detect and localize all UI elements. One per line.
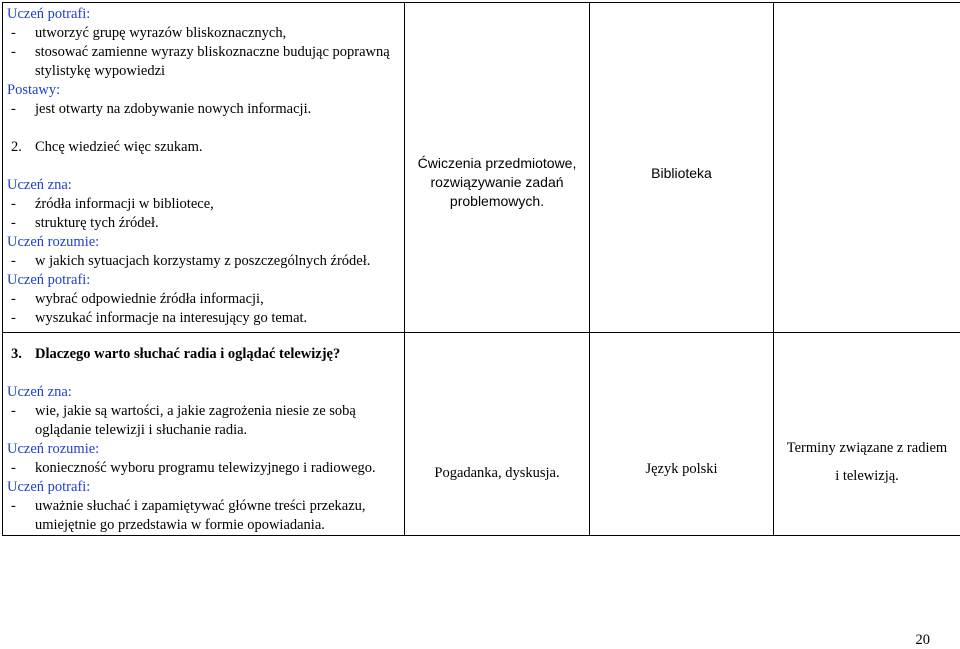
integration-cell: Biblioteka (590, 3, 774, 333)
section-label: Uczeń rozumie: (7, 441, 100, 457)
integration-cell: Język polski (590, 333, 774, 536)
list-item: - utworzyć grupę wyrazów bliskoznacznych, (11, 25, 287, 41)
notes-cell: Terminy związane z radiem i telewizją. (774, 333, 960, 536)
section-label: Uczeń potrafi: (7, 479, 91, 495)
table-row (3, 3, 960, 333)
list-item: - konieczność wyboru programu telewizyjnego i radiowego. (11, 460, 376, 476)
section-label: Uczeń potrafi: (7, 6, 91, 22)
list-item: - wie, jakie są wartości, a jakie zagrożenia niesie ze sobą oglądanie telewizji i słuchanie radia. (11, 403, 356, 438)
section-label: Uczeń zna: (7, 384, 72, 400)
page-number: 20 (915, 632, 930, 648)
lesson-plan-table (2, 2, 960, 536)
section-label: Uczeń zna: (7, 177, 72, 193)
table-row (3, 333, 960, 536)
section-heading: 3. Dlaczego warto słuchać radia i oglądać telewizję? (11, 346, 341, 362)
methods-cell: Ćwiczenia przedmiotowe, rozwiązywanie zadań problemowych. (405, 3, 590, 333)
goals-cell (3, 333, 405, 536)
list-item: - w jakich sytuacjach korzystamy z poszczególnych źródeł. (11, 253, 371, 269)
list-item: - uważnie słuchać i zapamiętywać główne treści przekazu, umiejętnie go przedstawia w formie opowiadania. (11, 498, 366, 533)
section-heading: 2. Chcę wiedzieć więc szukam. (11, 139, 203, 155)
list-item: - jest otwarty na zdobywanie nowych informacji. (11, 101, 312, 117)
section-label: Postawy: (7, 82, 61, 98)
section-label: Uczeń rozumie: (7, 234, 100, 250)
section-label: Uczeń potrafi: (7, 272, 91, 288)
list-item: - stosować zamienne wyrazy bliskoznaczne budując poprawną stylistykę wypowiedzi (11, 44, 390, 79)
notes-cell (774, 3, 960, 333)
goals-cell (3, 3, 405, 333)
list-item: - strukturę tych źródeł. (11, 215, 159, 231)
list-item: - wybrać odpowiednie źródła informacji, (11, 291, 264, 307)
list-item: - źródła informacji w bibliotece, (11, 196, 214, 212)
methods-cell: Pogadanka, dyskusja. (405, 333, 590, 536)
list-item: - wyszukać informacje na interesujący go temat. (11, 310, 308, 326)
